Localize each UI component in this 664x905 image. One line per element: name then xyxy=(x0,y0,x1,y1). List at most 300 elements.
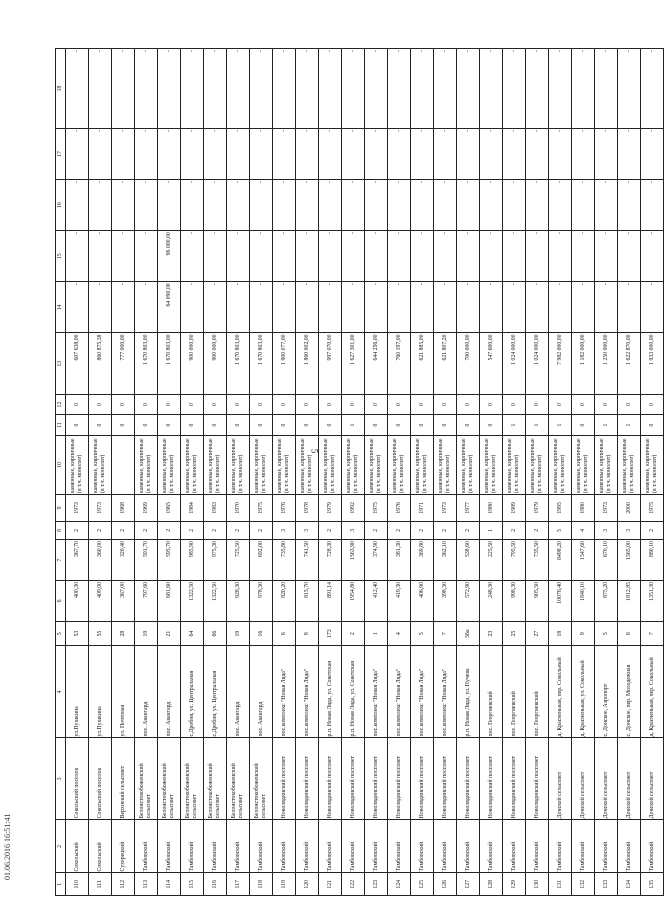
column-header: 8 xyxy=(56,521,66,539)
column-header: 3 xyxy=(56,738,66,820)
table-cell: 1322,50 xyxy=(181,580,204,621)
table-cell: каменные, кирпичные (в т.ч. монолит) xyxy=(434,435,457,494)
table-row xyxy=(342,49,365,896)
column-header: 11 xyxy=(56,415,66,435)
table-cell: каменные, кирпичные (в т.ч. монолит) xyxy=(411,435,434,494)
table-cell: - xyxy=(595,231,618,282)
table-cell: Тамбовский xyxy=(365,820,388,873)
table-cell: 2 xyxy=(66,521,89,539)
table-cell: каменные, кирпичные (в т.ч. монолит) xyxy=(365,435,388,494)
table-cell: 0 xyxy=(66,415,89,435)
table-cell: Донской сельсовет xyxy=(618,738,641,820)
table-cell: 0 xyxy=(365,394,388,414)
table-cell: 131 xyxy=(549,873,572,896)
table-cell: 0 xyxy=(66,394,89,414)
table-cell: 0 xyxy=(250,394,273,414)
table-cell: 1 670 803,00 xyxy=(135,333,158,394)
table-cell: 0 xyxy=(204,394,227,414)
table-cell: 122 xyxy=(342,873,365,896)
table-cell: 595,70 xyxy=(158,540,181,581)
table-cell: 0 xyxy=(296,415,319,435)
table-cell: 374,90 xyxy=(365,540,388,581)
table-cell: ул.Пушкина xyxy=(89,646,112,738)
table-cell: 1979 xyxy=(526,495,549,522)
table-cell: 126 xyxy=(434,873,457,896)
table-cell: 123 xyxy=(365,873,388,896)
table-cell: 1973 xyxy=(89,495,112,522)
table-cell: Новолядинский поссовет xyxy=(434,738,457,820)
table-cell: Сухорецкий xyxy=(112,820,135,873)
table-cell: Тамбовский xyxy=(204,820,227,873)
table-cell: - xyxy=(434,49,457,129)
table-cell: Новолядинский поссовет xyxy=(526,738,549,820)
column-header: 13 xyxy=(56,333,66,394)
table-cell: каменные, кирпичные (в т.ч. монолит) xyxy=(158,435,181,494)
table-cell: - xyxy=(135,180,158,231)
table-cell: 1975 xyxy=(365,495,388,522)
table-cell: - xyxy=(365,128,388,179)
table-cell: 1565,00 xyxy=(618,540,641,581)
table-cell: - xyxy=(342,128,365,179)
table-cell: Донской сельсовет xyxy=(572,738,595,820)
table-cell: с. Донское, Аэропорт xyxy=(595,646,618,738)
table-cell: 1 024 000,00 xyxy=(526,333,549,394)
column-header: 16 xyxy=(56,180,66,231)
table-cell: 1 xyxy=(365,621,388,646)
table-cell: пос.комплекс "Новая Ляда" xyxy=(273,646,296,738)
table-cell: - xyxy=(342,49,365,129)
table-cell: - xyxy=(204,282,227,333)
table-cell: Сокольский поселок xyxy=(66,738,89,820)
table-cell: Тамбовский xyxy=(595,820,618,873)
table-cell: 0 xyxy=(158,394,181,414)
table-cell: 0 xyxy=(411,415,434,435)
table-cell: Сокольский поселок xyxy=(89,738,112,820)
table-cell: - xyxy=(411,231,434,282)
table-cell: - xyxy=(549,49,572,129)
table-row xyxy=(250,49,273,896)
column-header: 5 xyxy=(56,621,66,646)
table-cell: 2 xyxy=(158,521,181,539)
table-cell: пос. Георгиевский xyxy=(503,646,526,738)
table-cell: - xyxy=(595,128,618,179)
table-cell: д. Красненькая, ул. Сокольный xyxy=(572,646,595,738)
print-timestamp: 01.06.2016 16:51:41 xyxy=(3,813,12,880)
table-cell: 0 xyxy=(135,394,158,414)
table-cell: - xyxy=(158,49,181,129)
table-cell: 2 xyxy=(388,521,411,539)
table-cell: Тамбовский xyxy=(618,820,641,873)
table-cell: - xyxy=(89,49,112,129)
table-cell: 0 xyxy=(526,394,549,414)
table-cell: 360,00 xyxy=(89,540,112,581)
table-row xyxy=(319,49,342,896)
table-cell: 1973 xyxy=(434,495,457,522)
table-cell: - xyxy=(457,49,480,129)
table-cell: 905,50 xyxy=(526,580,549,621)
table-cell: 173 xyxy=(319,621,342,646)
table-cell: - xyxy=(595,180,618,231)
table-cell: - xyxy=(158,128,181,179)
table-cell: Донской сельсовет xyxy=(595,738,618,820)
table-cell: - xyxy=(66,128,89,179)
table-cell: каменные, кирпичные (в т.ч. монолит) xyxy=(227,435,250,494)
table-cell: - xyxy=(158,180,181,231)
table-row xyxy=(204,49,227,896)
table-cell: 0 xyxy=(273,394,296,414)
table-cell: пос.комплекс "Новая Ляда" xyxy=(365,646,388,738)
table-cell: - xyxy=(273,180,296,231)
table-cell: - xyxy=(411,180,434,231)
table-cell: - xyxy=(250,282,273,333)
table-row xyxy=(158,49,181,896)
table-cell: - xyxy=(457,180,480,231)
column-header: 17 xyxy=(56,128,66,179)
table-cell: 115 xyxy=(181,873,204,896)
table-cell: 0 xyxy=(618,394,641,414)
table-row xyxy=(572,49,595,896)
table-cell: 409,00 xyxy=(89,580,112,621)
table-cell: каменные, кирпичные (в т.ч. монолит) xyxy=(66,435,89,494)
table-cell: каменные, кирпичные (в т.ч. монолит) xyxy=(526,435,549,494)
column-header: 4 xyxy=(56,646,66,738)
table-cell: 1989 xyxy=(503,495,526,522)
table-cell: - xyxy=(227,128,250,179)
table-cell: 8 xyxy=(618,621,641,646)
table-cell: - xyxy=(227,282,250,333)
table-body xyxy=(66,49,664,896)
table-cell: Донской сельсовет xyxy=(641,738,664,820)
table-cell: с. Донское, пер. Молодежная xyxy=(618,646,641,738)
table-cell: 0 xyxy=(388,415,411,435)
table-cell: пос. Авангард xyxy=(227,646,250,738)
table-cell: - xyxy=(457,128,480,179)
table-cell: 4 xyxy=(388,621,411,646)
table-cell: 985,90 xyxy=(181,540,204,581)
table-cell: 400,30 xyxy=(66,580,89,621)
table-cell: 1954,80 xyxy=(342,580,365,621)
table-cell: 1840,10 xyxy=(572,580,595,621)
table-cell: каменные, кирпичные (в т.ч. монолит) xyxy=(296,435,319,494)
table-cell: - xyxy=(480,128,503,179)
table-cell: - xyxy=(135,49,158,129)
table-cell: Белоистокобоженский сельсовет xyxy=(135,738,158,820)
table-cell: Тамбовский xyxy=(480,820,503,873)
table-cell: Новолядинский поссовет xyxy=(503,738,526,820)
table-cell: - xyxy=(365,180,388,231)
table-cell: - xyxy=(250,49,273,129)
table-cell: 777 000,00 xyxy=(112,333,135,394)
table-cell: Новолядинский поссовет xyxy=(296,738,319,820)
table-cell: 0 xyxy=(135,415,158,435)
table-cell: Тамбовский xyxy=(526,820,549,873)
table-cell: - xyxy=(457,282,480,333)
table-cell: 1 182 000,00 xyxy=(572,333,595,394)
table-cell: - xyxy=(89,231,112,282)
table-cell: пос.комплекс "Новая Ляда" xyxy=(411,646,434,738)
table-cell: 547 600,00 xyxy=(480,333,503,394)
table-cell: д. Красненькая, пер. Сокольный xyxy=(641,646,664,738)
table-cell: 2 xyxy=(365,521,388,539)
table-cell: Тамбовский xyxy=(457,820,480,873)
table-cell: - xyxy=(273,49,296,129)
table-cell: - xyxy=(618,128,641,179)
table-cell: - xyxy=(480,231,503,282)
table-cell: Тамбовский xyxy=(572,820,595,873)
table-cell: 0 xyxy=(112,394,135,414)
table-cell: 1 933 000,00 xyxy=(641,333,664,394)
table-cell: 1971 xyxy=(411,495,434,522)
table-cell: 0 xyxy=(572,394,595,414)
table-cell: Тамбовский xyxy=(296,820,319,873)
table-cell: Тамбовский xyxy=(342,820,365,873)
table-row xyxy=(112,49,135,896)
table-cell: 1969 xyxy=(135,495,158,522)
table-cell: - xyxy=(365,231,388,282)
table-cell: Новолядинский поссовет xyxy=(411,738,434,820)
table-row xyxy=(641,49,664,896)
table-cell: 53 xyxy=(66,621,89,646)
table-cell: 2 xyxy=(89,521,112,539)
table-row xyxy=(503,49,526,896)
table-cell: каменные, кирпичные (в т.ч. монолит) xyxy=(572,435,595,494)
table-cell: 64 xyxy=(181,621,204,646)
table-cell: - xyxy=(434,282,457,333)
table-row xyxy=(89,49,112,896)
table-cell: 23 xyxy=(480,621,503,646)
table-cell: 572,90 xyxy=(457,580,480,621)
table-cell: 1 250 000,00 xyxy=(595,333,618,394)
table-cell: 760 197,00 xyxy=(388,333,411,394)
table-cell: Тамбовский xyxy=(549,820,572,873)
table-cell: 0 xyxy=(319,394,342,414)
table-cell: р.п. Новая Ляда, ул. Советская xyxy=(342,646,365,738)
table-cell: 607 638,00 xyxy=(66,333,89,394)
table-cell: Белоистокобоженский сельсовет xyxy=(158,738,181,820)
column-header: 2 xyxy=(56,820,66,873)
table-cell: 1 xyxy=(342,415,365,435)
table-cell: - xyxy=(273,128,296,179)
table-cell: - xyxy=(204,231,227,282)
table-cell: р.п. Новая Ляда, ул. Пучева xyxy=(457,646,480,738)
table-cell: 928,30 xyxy=(227,580,250,621)
table-cell: 1995 xyxy=(549,495,572,522)
table-cell: 2 xyxy=(342,621,365,646)
table-cell: 997 070,00 xyxy=(319,333,342,394)
table-cell: Белоистокобоженский сельсовет xyxy=(204,738,227,820)
table-cell: - xyxy=(618,180,641,231)
table-cell: Тамбовский xyxy=(319,820,342,873)
table-cell: 2 xyxy=(227,521,250,539)
table-cell: 820,20 xyxy=(273,580,296,621)
table-cell: Новолядинский поссовет xyxy=(342,738,365,820)
table-cell: каменные, кирпичные (в т.ч. монолит) xyxy=(480,435,503,494)
table-cell: Верхнекий сельсовет xyxy=(112,738,135,820)
table-cell: - xyxy=(135,282,158,333)
table-cell: 2 xyxy=(503,521,526,539)
table-row xyxy=(457,49,480,896)
table-cell: 1975 xyxy=(250,495,273,522)
table-cell: - xyxy=(503,282,526,333)
table-cell: 860 875,38 xyxy=(89,333,112,394)
table-cell: 735,50 xyxy=(526,540,549,581)
table-cell: 1992 xyxy=(342,495,365,522)
table-cell: 4 xyxy=(572,521,595,539)
table-row xyxy=(227,49,250,896)
table-cell: 369,80 xyxy=(411,540,434,581)
table-cell: - xyxy=(480,282,503,333)
table-cell: 2 xyxy=(181,521,204,539)
table-cell: 1977 xyxy=(457,495,480,522)
table-cell: 975,30 xyxy=(204,540,227,581)
table-cell: - xyxy=(526,128,549,179)
table-cell: 0 xyxy=(572,415,595,435)
table-row xyxy=(365,49,388,896)
table-cell: 1970 xyxy=(227,495,250,522)
table-cell: 362,10 xyxy=(434,540,457,581)
table-cell: 621 885,00 xyxy=(411,333,434,394)
table-cell: 725,50 xyxy=(227,540,250,581)
table-cell: - xyxy=(342,180,365,231)
table-cell: 0 xyxy=(457,394,480,414)
table-cell: Белоистокобоженский сельсовет xyxy=(227,738,250,820)
table-cell: 1 670 803,00 xyxy=(227,333,250,394)
table-cell: 0 xyxy=(480,394,503,414)
table-cell: 8 xyxy=(296,621,319,646)
table-cell: пос. Авангард xyxy=(135,646,158,738)
table-cell: 18 xyxy=(549,621,572,646)
table-cell: 0 xyxy=(227,415,250,435)
table-cell: 0 xyxy=(273,415,296,435)
table-cell: 112 xyxy=(112,873,135,896)
table-cell: 28 xyxy=(112,621,135,646)
table-cell: 0 xyxy=(158,415,181,435)
table-cell: - xyxy=(250,231,273,282)
table-cell: каменные, кирпичные (в т.ч. монолит) xyxy=(181,435,204,494)
table-cell: 900 000,00 xyxy=(204,333,227,394)
table-cell: 2000 xyxy=(618,495,641,522)
table-cell: 1 xyxy=(503,415,526,435)
table-cell: 0 xyxy=(365,415,388,435)
table-cell: 419,30 xyxy=(388,580,411,621)
table-cell: 129 xyxy=(503,873,526,896)
table-cell: Белоистокобоженский сельсовет xyxy=(250,738,273,820)
table-cell: 248,30 xyxy=(480,580,503,621)
table-cell: ул.Пушкина xyxy=(66,646,89,738)
table-cell: - xyxy=(181,282,204,333)
table-cell: 1978 xyxy=(296,495,319,522)
table-cell: Донской сельсовет xyxy=(549,738,572,820)
table-cell: - xyxy=(641,49,664,129)
table-cell: - xyxy=(296,128,319,179)
table-cell: 0 xyxy=(434,394,457,414)
table-cell: - xyxy=(618,282,641,333)
table-cell: 0 xyxy=(319,415,342,435)
table-cell: 728,30 xyxy=(319,540,342,581)
table-cell: пос. Авангард xyxy=(158,646,181,738)
table-cell: 998,30 xyxy=(503,580,526,621)
table-cell: 1973 xyxy=(595,495,618,522)
table-cell: 367,00 xyxy=(112,580,135,621)
table-cell: - xyxy=(204,49,227,129)
table-cell: 1351,30 xyxy=(641,580,664,621)
table-cell: - xyxy=(503,128,526,179)
table-cell: - xyxy=(641,128,664,179)
table-cell: - xyxy=(618,49,641,129)
table-cell: 114 xyxy=(158,873,181,896)
table-cell: 700 000,00 xyxy=(457,333,480,394)
table-cell: - xyxy=(434,128,457,179)
table-cell: 113 xyxy=(135,873,158,896)
table-cell: ул. Почтовая xyxy=(112,646,135,738)
table-cell: 16 xyxy=(250,621,273,646)
table-cell: 2 xyxy=(526,521,549,539)
table-cell: 591,70 xyxy=(135,540,158,581)
data-table xyxy=(55,48,664,896)
table-cell: 0 xyxy=(457,415,480,435)
table-cell: 10076,40 xyxy=(549,580,572,621)
table-cell: каменные, кирпичные (в т.ч. монолит) xyxy=(595,435,618,494)
table-cell: 64 090,00 xyxy=(158,282,181,333)
table-row xyxy=(66,49,89,896)
table-cell: 66 xyxy=(204,621,227,646)
table-cell: 0 xyxy=(181,394,204,414)
table-cell: - xyxy=(411,282,434,333)
table-cell: 0 xyxy=(641,415,664,435)
table-cell: 0 xyxy=(112,415,135,435)
table-cell: 5 xyxy=(549,521,572,539)
table-cell: - xyxy=(480,180,503,231)
table-cell: 121 xyxy=(319,873,342,896)
table-cell: 1968 xyxy=(112,495,135,522)
table-cell: - xyxy=(135,128,158,179)
table-cell: пос. Георгиевский xyxy=(526,646,549,738)
table-cell: 128 xyxy=(480,873,503,896)
table-cell: - xyxy=(181,180,204,231)
table-cell: 6 xyxy=(273,621,296,646)
table-cell: 1 xyxy=(526,415,549,435)
table-cell: пос.комплекс "Новая Ляда" xyxy=(434,646,457,738)
table-cell: каменные, кирпичные (в т.ч. монолит) xyxy=(549,435,572,494)
table-cell: - xyxy=(411,49,434,129)
table-cell: - xyxy=(296,180,319,231)
table-row xyxy=(411,49,434,896)
table-cell: 9 xyxy=(572,621,595,646)
rotated-table-container xyxy=(55,48,658,896)
table-cell: 795,50 xyxy=(503,540,526,581)
table-cell: Тамбовский xyxy=(250,820,273,873)
table-cell: 1 xyxy=(480,521,503,539)
table-cell: - xyxy=(549,282,572,333)
table-cell: 398,30 xyxy=(434,580,457,621)
table-cell: - xyxy=(112,128,135,179)
table-cell: - xyxy=(388,231,411,282)
table-cell: 3 xyxy=(273,521,296,539)
table-cell: с.Дробня, ул. Центральная xyxy=(181,646,204,738)
table-cell: 0 xyxy=(503,394,526,414)
table-cell: 2 xyxy=(319,521,342,539)
table-row xyxy=(296,49,319,896)
table-cell: 538,60 xyxy=(457,540,480,581)
table-cell: 0 xyxy=(641,394,664,414)
table-cell: 0 xyxy=(388,394,411,414)
table-cell: 1980 xyxy=(480,495,503,522)
table-cell: 130 xyxy=(526,873,549,896)
table-cell: - xyxy=(503,49,526,129)
table-cell: - xyxy=(365,49,388,129)
table-cell: 0 xyxy=(595,394,618,414)
table-cell: - xyxy=(572,282,595,333)
